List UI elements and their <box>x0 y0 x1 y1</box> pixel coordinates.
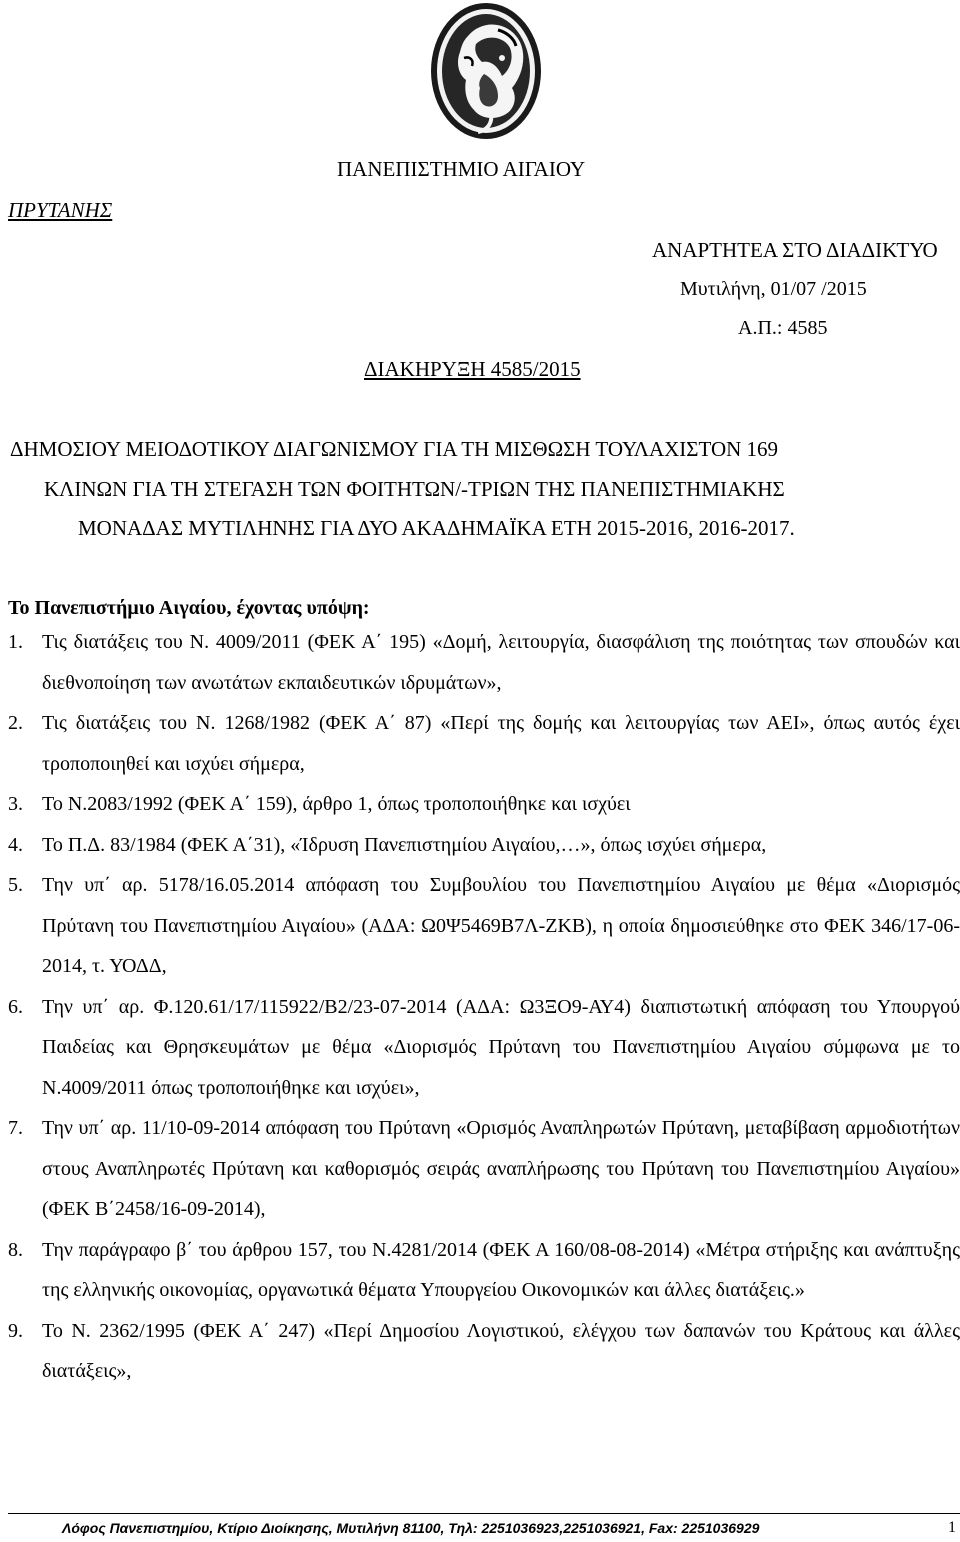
office-heading: ΠΡΥΤΑΝΗΣ <box>8 198 113 222</box>
list-item <box>8 703 960 784</box>
item-number: 1. <box>8 631 23 653</box>
footer-divider <box>8 1513 960 1514</box>
item-text: Τις διατάξεις του Ν. 4009/2011 (ΦΕΚ Α΄ 195) «Δομή, λειτουργία, διασφάλιση της ποιότητας των σπουδών και διεθνοποίηση των ανωτάτων εκπαιδευτικών ιδρυμάτων», <box>42 631 960 694</box>
list-item <box>8 1108 960 1230</box>
recitals-list <box>8 622 960 1392</box>
page-number: 1 <box>948 1519 956 1536</box>
item-number: 4. <box>8 833 23 856</box>
list-item <box>8 987 960 1109</box>
list-item <box>8 865 960 987</box>
university-logo <box>428 0 544 142</box>
item-number: 8. <box>8 1238 23 1261</box>
post-notice: ΑΝΑΡΤΗΤΕΑ ΣΤΟ ΔΙΑΔΙΚΤΥΟ <box>652 238 938 262</box>
list-item <box>8 622 960 703</box>
item-text: Το Π.Δ. 83/1984 (ΦΕΚ Α΄31), «Ίδρυση Πανεπιστημίου Αιγαίου,…», όπως ισχύει σήμερα, <box>42 833 767 856</box>
list-item <box>8 1230 960 1311</box>
item-text: Το Ν.2083/1992 (ΦΕΚ Α΄ 159), άρθρο 1, όπως τροποποιήθηκε και ισχύει <box>42 793 631 815</box>
list-item <box>8 784 960 825</box>
item-text: Την παράγραφο β΄ του άρθρου 157, του Ν.4281/2014 (ΦΕΚ Α 160/08-08-2014) «Μέτρα στήριξης και ανάπτυξης της ελληνικής οικονομίας, οργανωτικά θέματα Υπουργείου Οικονομικών και άλλες διατάξεις.» <box>42 1238 960 1301</box>
item-number: 6. <box>8 995 23 1018</box>
item-number: 5. <box>8 874 23 896</box>
university-emblem-icon <box>428 0 544 142</box>
item-text: Την υπ΄ αρ. 5178/16.05.2014 απόφαση του Συμβουλίου του Πανεπιστημίου Αιγαίου με θέμα «Διορισμός Πρύτανη του Πανεπιστημίου Αιγαίου» (ΑΔΑ: Ω0Ψ5469Β7Λ-ΖΚΒ), η οποία δημοσιεύθηκε στο ΦΕΚ 346/17-06-2014, τ. ΥΟΔΔ, <box>42 874 960 977</box>
item-text: Την υπ΄ αρ. 11/10-09-2014 απόφαση του Πρύτανη «Ορισμός Αναπληρωτών Πρύτανη, μεταβίβαση αρμοδιοτήτων στους Αναπληρωτές Πρύτανη και καθορισμός σειράς αναπλήρωσης του Πρύτανη του Πανεπιστημίου Αιγαίου» (ΦΕΚ Β΄2458/16-09-2014), <box>42 1117 960 1220</box>
list-item <box>8 825 960 866</box>
item-text: Την υπ΄ αρ. Φ.120.61/17/115922/Β2/23-07-2014 (ΑΔΑ: Ω3ΞΟ9-ΑΥ4) διαπιστωτική απόφαση του Υπουργού Παιδείας και Θρησκευμάτων με θέμα «Διορισμός Πρύτανη του Πανεπιστημίου Αιγαίου σύμφωνα με το Ν.4009/2011 όπως τροποποιήθηκε και ισχύει», <box>42 995 960 1099</box>
title-line: ΜΟΝΑΔΑΣ ΜΥΤΙΛΗΝΗΣ ΓΙΑ ΔΥΟ ΑΚΑΔΗΜΑΪΚΑ ΕΤΗ 2015-2016, 2016-2017. <box>78 516 795 540</box>
declaration-number: ΔΙΑΚΗΡΥΞΗ 4585/2015 <box>364 357 581 381</box>
intro-heading: Το Πανεπιστήμιο Αιγαίου, έχοντας υπόψη: <box>8 597 370 619</box>
item-text: Τις διατάξεις του Ν. 1268/1982 (ΦΕΚ Α΄ 87) «Περί της δομής και λειτουργίας των ΑΕΙ», όπως αυτός έχει τροποποιηθεί και ισχύει σήμερα, <box>42 712 960 775</box>
item-number: 3. <box>8 793 23 815</box>
list-item <box>8 1311 960 1392</box>
item-number: 9. <box>8 1319 23 1342</box>
title-line: ΔΗΜΟΣΙΟΥ ΜΕΙΟΔΟΤΙΚΟΥ ΔΙΑΓΩΝΙΣΜΟΥ ΓΙΑ ΤΗ ΜΙΣΘΩΣΗ ΤΟΥΛΑΧΙΣΤΟΝ 169 <box>10 437 779 461</box>
item-text: Το Ν. 2362/1995 (ΦΕΚ Α΄ 247) «Περί Δημοσίου Λογιστικού, ελέγχου των δαπανών του Κράτους και άλλες διατάξεις», <box>42 1319 960 1382</box>
place-date: Μυτιλήνη, 01/07 /2015 <box>680 278 867 300</box>
item-number: 7. <box>8 1117 23 1139</box>
title-line: ΚΛΙΝΩΝ ΓΙΑ ΤΗ ΣΤΕΓΑΣΗ ΤΩΝ ΦΟΙΤΗΤΩΝ/-ΤΡΙΩΝ ΤΗΣ ΠΑΝΕΠΙΣΤΗΜΙΑΚΗΣ <box>44 477 785 501</box>
protocol-number: Α.Π.: 4585 <box>738 317 828 339</box>
university-name: ΠΑΝΕΠΙΣΤΗΜΙΟ ΑΙΓΑΙΟΥ <box>337 157 586 181</box>
item-number: 2. <box>8 712 23 734</box>
footer-address: Λόφος Πανεπιστημίου, Κτίριο Διοίκησης, Μυτιλήνη 81100, Τηλ: 2251036923,2251036921, Fax: 2251036929 <box>62 1520 760 1536</box>
